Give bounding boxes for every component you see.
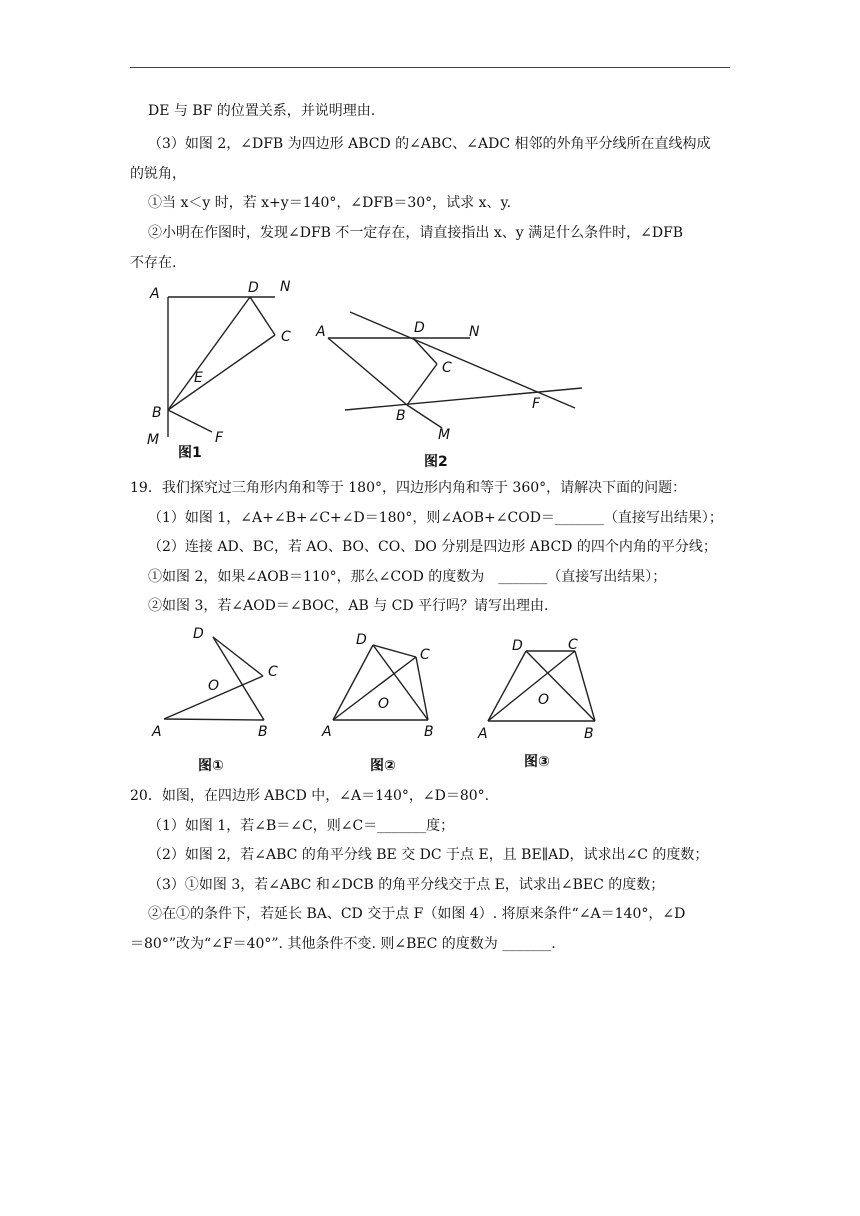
q19-fig1-label-o: O [208, 678, 220, 694]
q19-fig3-label-c: C [568, 637, 578, 653]
q18-figure-2 [310, 300, 595, 472]
q18-line-3: 的锐角， [130, 166, 186, 182]
q19-fig1-label-c: C [268, 664, 278, 680]
q19-fig3-label-o: O [538, 692, 550, 708]
q19-line-5: ②如图 3，若∠AOD＝∠BOC，AB 与 CD 平行吗？请写出理由. [148, 598, 549, 614]
q19-figure-3 [474, 622, 614, 774]
q19-figure-2 [318, 622, 458, 774]
fig1-label-b: B [152, 405, 162, 421]
q19-fig3-label-b: B [584, 726, 594, 742]
q19-line-4: ①如图 2，如果∠AOB＝110°，那么∠COD 的度数为 _______（直接写出结果）； [148, 569, 667, 585]
fig1-label-e: E [194, 370, 203, 386]
fig1-label-d: D [248, 280, 259, 296]
q20-line-2: （1）如图 1，若∠B＝∠C，则∠C＝_______度； [148, 818, 455, 834]
q18-line-6: 不存在. [130, 255, 177, 271]
q19-fig2-label-c: C [420, 647, 430, 663]
q20-line-3: （2）如图 2，若∠ABC 的角平分线 BE 交 DC 于点 E，且 BE∥AD，试求出∠C 的度数； [148, 847, 709, 863]
q19-fig3-label-a: A [478, 726, 488, 742]
q20-line-4: （3）①如图 3，若∠ABC 和∠DCB 的角平分线交于点 E，试求出∠BEC 的度数； [148, 877, 665, 893]
q18-line-1: DE 与 BF 的位置关系，并说明理由. [148, 103, 376, 119]
q19-fig3-label-d: D [512, 638, 523, 654]
q19-fig2-caption: 图② [370, 758, 396, 774]
fig1-label-m: M [147, 432, 160, 448]
fig2-label-d: D [414, 320, 425, 336]
q19-fig1-label-d: D [193, 626, 204, 642]
fig1-label-a: A [150, 286, 160, 302]
fig2-label-n: N [469, 324, 480, 340]
q19-fig3-caption: 图③ [524, 754, 550, 770]
fig1-caption: 图1 [178, 445, 202, 461]
q20-line-5: ②在①的条件下，若延长 BA、CD 交于点 F（如图 4）. 将原来条件“∠A＝140°，∠D [148, 906, 686, 922]
q19-line-1: 19．我们探究过三角形内角和等于 180°，四边形内角和等于 360°，请解决下面的问题： [130, 480, 687, 496]
q19-fig2-label-a: A [322, 724, 332, 740]
fig2-label-a: A [316, 324, 326, 340]
fig2-label-f: F [532, 396, 541, 412]
header-rule [130, 67, 730, 68]
q19-fig2-label-b: B [424, 724, 434, 740]
fig1-label-f: F [215, 430, 224, 446]
fig1-label-n: N [280, 279, 291, 295]
q19-fig2-label-d: D [356, 632, 367, 648]
q18-line-5: ②小明在作图时，发现∠DFB 不一定存在，请直接指出 x、y 满足什么条件时，∠DFB [148, 225, 684, 241]
fig2-label-m: M [438, 427, 451, 443]
q18-figure-1 [140, 272, 320, 464]
q20-line-6: ＝80°”改为“∠F＝40°”. 其他条件不变. 则∠BEC 的度数为 _______. [130, 936, 556, 952]
q18-line-2: （3）如图 2，∠DFB 为四边形 ABCD 的∠ABC、∠ADC 相邻的外角平分线所在直线构成 [148, 136, 711, 152]
fig2-caption: 图2 [424, 454, 448, 470]
fig1-label-c: C [281, 329, 291, 345]
q18-line-4: ①当 x＜y 时，若 x+y＝140°，∠DFB＝30°，试求 x、y. [148, 195, 512, 211]
fig2-label-c: C [442, 360, 452, 376]
q19-fig1-label-b: B [258, 724, 268, 740]
q19-fig1-caption: 图① [198, 758, 224, 774]
fig2-label-b: B [396, 408, 406, 424]
q19-figure-1 [148, 622, 288, 774]
q19-line-3: （2）连接 AD、BC，若 AO、BO、CO、DO 分别是四边形 ABCD 的四个内角的平分线； [148, 539, 717, 555]
q19-fig2-label-o: O [378, 696, 390, 712]
q19-fig1-label-a: A [152, 724, 162, 740]
q20-line-1: 20．如图，在四边形 ABCD 中，∠A＝140°，∠D＝80°. [130, 788, 490, 804]
q19-line-2: （1）如图 1，∠A+∠B+∠C+∠D＝180°，则∠AOB+∠COD＝_______（直接写出结果）； [148, 510, 723, 526]
